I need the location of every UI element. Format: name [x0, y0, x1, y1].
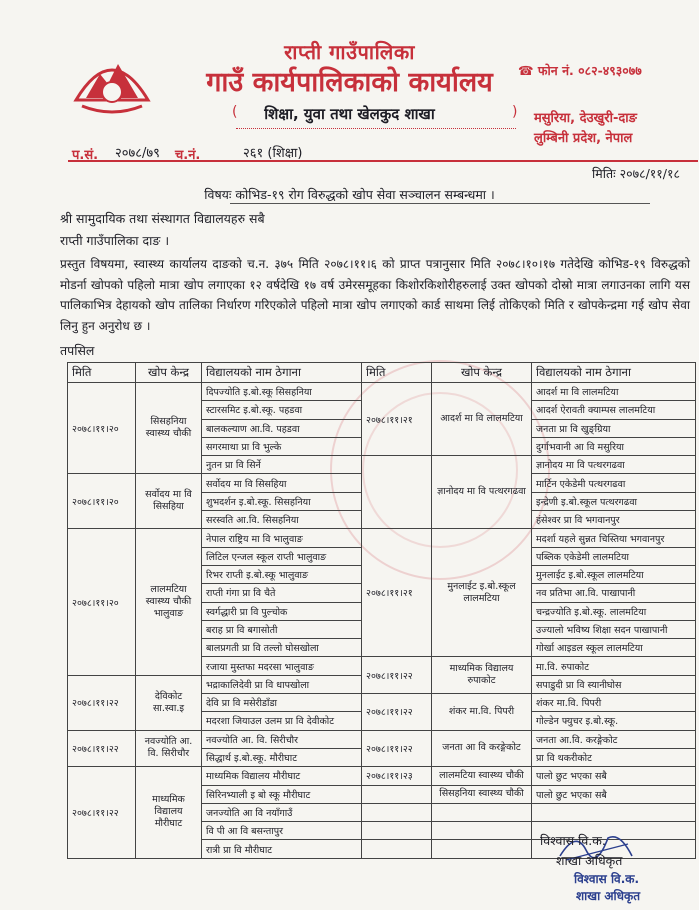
municipality-name: राप्ती गाउँपालिका [284, 40, 415, 64]
vaccination-center-cell: माध्यमिक विद्यालय रुपाकोट [432, 657, 532, 694]
school-name-cell: चन्द्रज्योति इ.बो.स्कू. लालमटिया [532, 602, 696, 620]
subject-line: विषयः कोभिड-१९ रोग विरुद्धको खोप सेवा सञ्चालन सम्बन्धमा । [204, 187, 495, 202]
table-row [68, 730, 696, 748]
school-name-cell: सिरिनभ्याली इ बो स्कू मौरीघाट [202, 785, 362, 803]
school-name-cell: मदरशा जियाउल उलम प्रा वि देवीकोट [202, 712, 362, 730]
empty-cell [432, 822, 532, 840]
details-heading: तपसिल [60, 343, 95, 358]
school-name-cell: देवि प्रा वि मसेरीडाँडा [202, 694, 362, 712]
header-rule [68, 160, 698, 162]
school-name-cell: माध्यमिक विद्यालय मौरीघाट [202, 767, 362, 785]
header-center-left: खोप केन्द्र [136, 363, 202, 383]
school-name-cell: रिभर राप्ती इ.बो.स्कू भालुवाङ [202, 565, 362, 583]
signatory-title: शाखा अधिकृत [556, 853, 623, 868]
school-name-cell: सगरमाथा प्रा वि भुल्के [202, 437, 362, 455]
school-name-cell: लिटिल एन्जल स्कूल राप्ती भालुवाङ [202, 547, 362, 565]
schedule-date-cell [362, 456, 432, 529]
schedule-date-cell: २०७८।११।२० [68, 383, 136, 474]
school-name-cell: शंकर मा.वि. पिपरी [532, 694, 696, 712]
vaccination-center-cell: सिसहनिया स्वास्थ्य चौकी [432, 785, 532, 803]
school-name-cell: राप्ती गंगा प्रा वि चैते [202, 584, 362, 602]
header-date-right: मिति [362, 363, 432, 383]
schedule-date-cell: २०७८।११।२१ [362, 383, 432, 456]
empty-cell [362, 840, 432, 858]
dotted-rule [236, 128, 516, 129]
vaccination-center-cell: जनता आ वि करङ्गेकोट [432, 730, 532, 767]
school-name-cell: सपाडुदी प्रा वि स्यानीघोस [532, 675, 696, 693]
vaccination-center-cell: लालमटिया स्वास्थ्य चौकी भालुवाङ [136, 529, 202, 675]
school-name-cell: नेपाल राष्ट्रिय मा वि भालुवाङ [202, 529, 362, 547]
school-name-cell: नवज्योति आ. वि. सिरीचौर [202, 730, 362, 748]
school-name-cell: ज्ञानोदय मा वि पत्थरगढवा [532, 456, 696, 474]
school-name-cell: आदर्श मा वि लालमटिया [532, 383, 696, 401]
empty-cell [362, 822, 432, 840]
school-name-cell: पालो छुट भएका सबै [532, 785, 696, 803]
vaccination-center-cell: मुनलाईट इ.बो.स्कूल लालमटिया [432, 529, 532, 657]
school-name-cell: सिद्धार्थ इ.बो.स्कू. मौरीघाट [202, 748, 362, 766]
recipient-line-1: श्री सामुदायिक तथा संस्थागत विद्यालयहरु सबै [60, 211, 265, 226]
signatory-name: विश्वास वि.क. [540, 833, 606, 848]
office-name: गाउँ कार्यपालिकाको कार्यालय [206, 67, 493, 98]
school-name-cell: हंसेश्वर प्रा वि भगवानपुर [532, 511, 696, 529]
school-name-cell: जनता आ.वि. करङ्गेकोट [532, 730, 696, 748]
table-row [68, 383, 696, 401]
header-center-right: खोप केन्द्र [432, 363, 532, 383]
school-name-cell: मार्टिन एकेडेमी पत्थरगढवा [532, 474, 696, 492]
bracket-left: ( [232, 104, 238, 120]
vaccination-center-cell: लालमटिया स्वास्थ्य चौकी [432, 767, 532, 785]
vaccination-center-cell: शंकर मा.वि. पिपरी [432, 694, 532, 731]
body-paragraph: प्रस्तुत विषयमा, स्वास्थ्य कार्यालय दाङको च.न. ३७५ मिति २०७८।११।६ को प्राप्त पत्रानुसार मिति २०७८।१०।१७ गतेदेखि कोभिड-१९ विरुद्धको मोडर्ना खोपको पहिलो मात्रा खोप लगाएका १२ वर्षदेखि १७ वर्ष उमेरसमूहका किशोरकिशोरीहरुलाई उक्त खोपको दोस्रो मात्रा लगाउनका लागि यस पालिकाभित्र देहायको खोप तालिका निर्धारण गरिएकोले पहिलो मात्रा खोप लगाएको कार्ड साथमा लिई तोकिएको मिति र खोपकेन्द्रमा गई खोप सेवा लिनु हुन अनुरोध छ । [60, 257, 690, 333]
school-name-cell: मदर्शा यहले सुन्नत चिस्तिया भगवानपुर [532, 529, 696, 547]
school-name-cell: बालकल्याण आ.वि. पहडवा [202, 419, 362, 437]
school-name-cell: सरस्वति आ.वि. सिसहनिया [202, 511, 362, 529]
vaccination-center-cell: माध्यमिक विद्यालय मौरीघाट [136, 767, 202, 858]
stamp-title: शाखा अधिकृत [576, 889, 641, 903]
school-name-cell: पब्लिक एकेडेमी लालमटिया [532, 547, 696, 565]
school-name-cell: जनज्योति आ वि नयाँगाउँ [202, 803, 362, 821]
vaccination-center-cell: सिसहनिया स्वास्थ्य चौकी [136, 383, 202, 474]
school-name-cell: मा.वि. रुपाकोट [532, 657, 696, 675]
header-date-left: मिति [68, 363, 136, 383]
vaccination-center-cell: सर्वोदय मा वि सिसहिया [136, 474, 202, 529]
school-name-cell: भद्राकालिदेवी प्रा वि धापखोला [202, 675, 362, 693]
ps-value: २०७८/७९ [115, 146, 160, 161]
school-name-cell: रात्री प्रा वि मौरीघाट [202, 840, 362, 858]
school-name-cell: रजाया मुस्तफा मदरसा भालुवाङ [202, 657, 362, 675]
vaccination-schedule-table [67, 362, 696, 859]
school-name-cell: पालो छुट भएका सबै [532, 767, 696, 785]
phone-number: ☎ फोन नं. ०८२-४९३०७७ [518, 63, 642, 78]
school-name-cell: प्रा वि थकरीकोट [532, 748, 696, 766]
schedule-date-cell: २०७८।११।२२ [68, 767, 136, 858]
schedule-date-cell: २०७८।११।२२ [68, 675, 136, 730]
header-school-left: विद्यालयको नाम ठेगाना [202, 363, 362, 383]
school-name-cell: आदर्श ऐरावती क्याम्पस लालमटिया [532, 401, 696, 419]
school-name-cell: बराह प्रा वि बगासोती [202, 620, 362, 638]
school-name-cell: उज्यालो भविष्य शिक्षा सदन पाखापानी [532, 620, 696, 638]
school-name-cell: वि पी आ वि बसन्तापुर [202, 822, 362, 840]
school-name-cell: बालप्रगती प्रा वि तल्लो घोसखोला [202, 639, 362, 657]
empty-cell [362, 803, 432, 821]
school-name-cell: इन्द्रेणी इ.बो.स्कूल पत्थरगढवा [532, 492, 696, 510]
school-name-cell: मुनलाईट इ.बो.स्कूल लालमटिया [532, 565, 696, 583]
school-name-cell: स्वर्गद्धारी प्रा वि पुल्चोक [202, 602, 362, 620]
schedule-date-cell: २०७८।११।२० [68, 529, 136, 675]
schedule-date-cell: २०७८।११।२२ [362, 730, 432, 767]
schedule-date-cell: २०७८।११।२० [68, 474, 136, 529]
school-name-cell: गोल्डेन फ्युचर इ.बो.स्कू. [532, 712, 696, 730]
school-name-cell: नव प्रतिभा आ.वि. पाखापानी [532, 584, 696, 602]
school-name-cell: सर्वोदय मा वि सिसहिया [202, 474, 362, 492]
schedule-date-cell: २०७८।११।२३ [362, 767, 432, 785]
address-line-1: मसुरिया, देउखुरी-दाङ [534, 111, 637, 126]
cn-label: च.नं. [175, 148, 201, 163]
school-name-cell: दिपज्योति इ.बो.स्कू सिसहनिया [202, 383, 362, 401]
cn-value: २६१ (शिक्षा) [243, 146, 303, 161]
empty-cell [532, 803, 696, 821]
subject-underline [230, 203, 650, 204]
vaccination-center-cell: नवज्योति आ. वि. सिरीचौर [136, 730, 202, 767]
school-name-cell: गोर्खा आइडल स्कूल लालमटिया [532, 639, 696, 657]
school-name-cell: शुभदर्शन इ.बो.स्कू. सिसहनिया [202, 492, 362, 510]
schedule-date-cell: २०७८।११।२२ [362, 657, 432, 694]
schedule-date-cell: २०७८।११।२१ [362, 529, 432, 657]
schedule-date-cell [362, 785, 432, 803]
schedule-date-cell: २०७८।११।२२ [362, 694, 432, 731]
recipient-line-2: राप्ती गाउँपालिका दाङ । [60, 233, 170, 248]
empty-cell [432, 803, 532, 821]
school-name-cell: दुर्गाभवानी आ वि मसुरिया [532, 437, 696, 455]
vaccination-center-cell: ज्ञानोदय मा वि पत्थरगढवा [432, 456, 532, 529]
table-header-row [68, 363, 696, 383]
address-line-2: लुम्बिनी प्रदेश, नेपाल [534, 131, 633, 146]
empty-cell [432, 840, 532, 858]
school-name-cell: नुतन प्रा वि सिर्ने [202, 456, 362, 474]
header-school-right: विद्यालयको नाम ठेगाना [532, 363, 696, 383]
bracket-right: ) [512, 104, 518, 120]
vaccination-center-cell: देविकोट सा.स्वा.इ [136, 675, 202, 730]
school-name-cell: स्टारसमिट इ.बो.स्कू. पहडवा [202, 401, 362, 419]
section-name: शिक्षा, युवा तथा खेलकुद शाखा [264, 105, 435, 123]
schedule-date-cell: २०७८।११।२२ [68, 730, 136, 767]
stamp-name: विश्वास वि.क. [574, 872, 640, 886]
school-name-cell: जनता प्रा वि खुङ्ग्रिया [532, 419, 696, 437]
table-row [68, 767, 696, 785]
vaccination-center-cell: आदर्श मा वि लालमटिया [432, 383, 532, 456]
ps-label: प.सं. [72, 148, 99, 163]
letter-date: मितिः २०७८/११/१८ [592, 166, 680, 181]
table-row [68, 529, 696, 547]
